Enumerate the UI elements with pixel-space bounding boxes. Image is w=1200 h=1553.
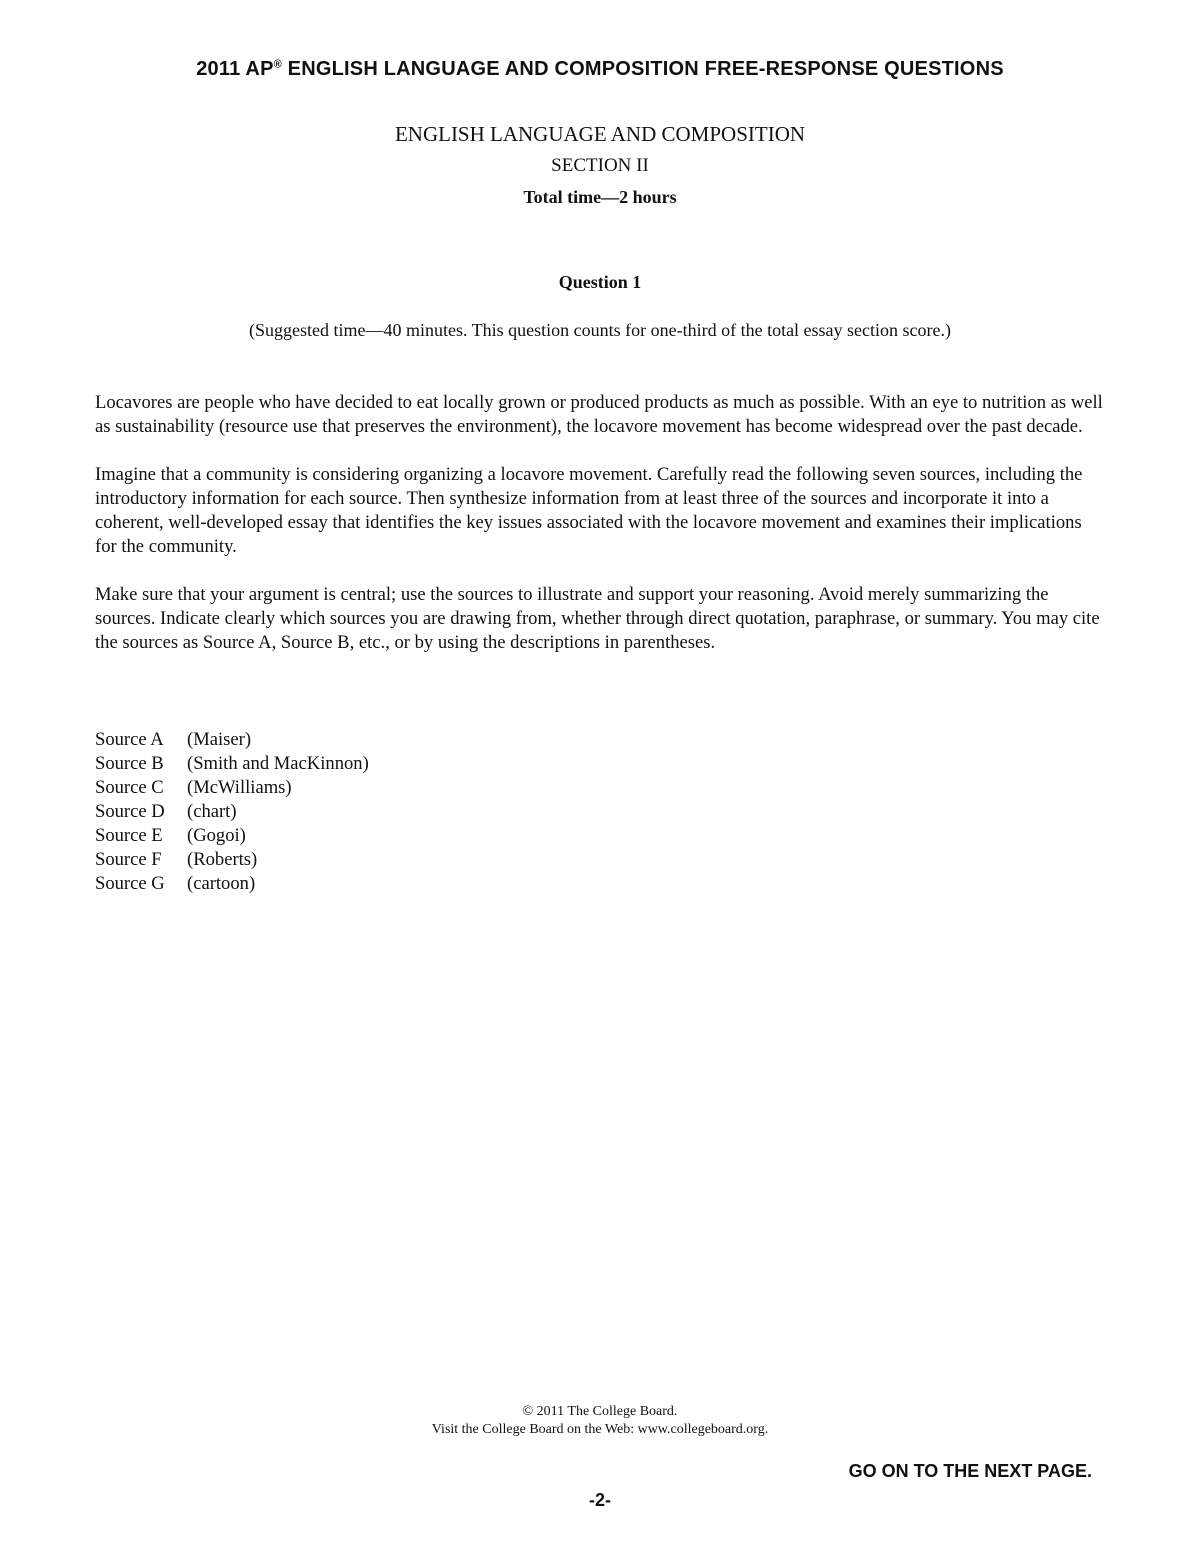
source-item: [95, 728, 369, 752]
section-title: ENGLISH LANGUAGE AND COMPOSITION: [394, 122, 806, 146]
source-description: (Smith and MacKinnon): [187, 753, 369, 774]
source-description: (Roberts): [187, 849, 258, 870]
page-header: [0, 58, 1200, 81]
paragraph-locavores: Locavores are people who have decided to eat locally grown or produced products as much as possible. With an eye to nutrition as well as sustainability (resource use that preserves the environment), the locavore movement has become widespread over the past decade.: [95, 392, 1103, 437]
source-description: (chart): [187, 801, 237, 822]
source-item: [95, 776, 369, 800]
source-label: Source F: [95, 849, 162, 870]
source-description: (cartoon): [187, 873, 256, 894]
source-description: (Gogoi): [187, 825, 246, 846]
suggested-time: (Suggested time—40 minutes. This question counts for one-third of the total essay section score.): [248, 320, 952, 340]
header-title-prefix: 2011 AP: [196, 58, 274, 80]
copyright-line: © 2011 The College Board.: [522, 1404, 678, 1419]
source-description: (Maiser): [187, 729, 252, 750]
section-subtitle: SECTION II: [551, 155, 649, 176]
next-page-notice: GO ON TO THE NEXT PAGE.: [848, 1461, 1092, 1481]
registered-mark: ®: [273, 58, 282, 71]
source-item: [95, 800, 369, 824]
source-description: (McWilliams): [187, 777, 292, 798]
paragraph-imagine: Imagine that a community is considering organizing a locavore movement. Carefully read the following seven sources, including the introductory information for each source. Then synthesize information from at least three of the sources and incorporate it into a coherent, well-developed essay that identifies the key issues associated with the locavore movement and examines their implications for the community.: [95, 464, 1083, 557]
source-item: [95, 752, 369, 776]
visit-line: Visit the College Board on the Web: www.collegeboard.org.: [431, 1422, 769, 1437]
source-item: [95, 824, 369, 848]
source-label: Source G: [95, 873, 165, 894]
page-number: -2-: [589, 1490, 611, 1510]
source-label: Source A: [95, 729, 164, 750]
question-body: [95, 391, 1105, 679]
total-time: Total time—2 hours: [523, 187, 677, 207]
paragraph-instructions: Make sure that your argument is central; use the sources to illustrate and support your reasoning. Avoid merely summarizing the sources. Indicate clearly which sources you are drawing from, whether through direct quotation, paraphrase, or summary. You may cite the sources as Source A, Source B, etc., or by using the descriptions in parentheses.: [95, 584, 1100, 653]
source-label: Source C: [95, 777, 164, 798]
source-label: Source D: [95, 801, 165, 822]
footer-copyright: [0, 1403, 1200, 1439]
sources-list: [95, 728, 369, 896]
source-item: [95, 872, 369, 896]
question-title: Question 1: [558, 272, 642, 292]
source-label: Source B: [95, 753, 164, 774]
source-item: [95, 848, 369, 872]
source-label: Source E: [95, 825, 163, 846]
header-title-suffix: ENGLISH LANGUAGE AND COMPOSITION FREE-RESPONSE QUESTIONS: [281, 58, 1004, 80]
